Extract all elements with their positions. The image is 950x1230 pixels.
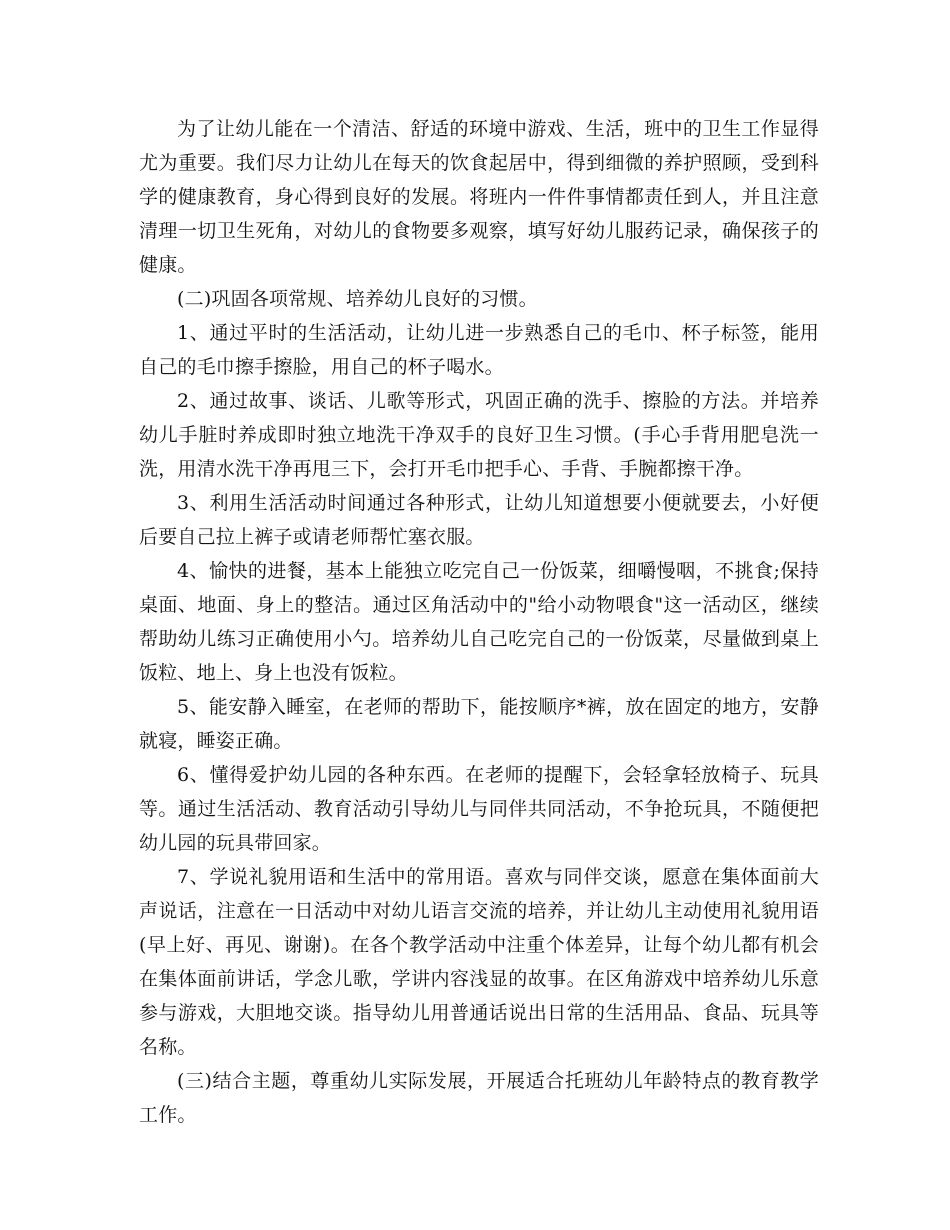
section-heading-teaching: (三)结合主题，尊重幼儿实际发展，开展适合托班幼儿年龄特点的教育教学工作。	[139, 1070, 819, 1126]
paragraph-item-7: 7、学说礼貌用语和生活中的常用语。喜欢与同伴交谈，愿意在集体面前大声说话，注意在一日活动中对幼儿语言交流的培养，并让幼儿主动使用礼貌用语(早上好、再见、谢谢)。在各个教学活动中注重个体差异，让每个幼儿都有机会在集体面前讲话，学念儿歌，学讲内容浅显的故事。在区角游戏中培养幼儿乐意参与游戏，大胆地交谈。指导幼儿用普通话说出日常的生活用品、食品、玩具等名称。	[139, 866, 819, 1058]
paragraph-item-6: 6、懂得爱护幼儿园的各种东西。在老师的提醒下，会轻拿轻放椅子、玩具等。通过生活活动、教育活动引导幼儿与同伴共同活动，不争抢玩具，不随便把幼儿园的玩具带回家。	[139, 764, 819, 854]
paragraph-item-2: 2、通过故事、谈话、儿歌等形式，巩固正确的洗手、擦脸的方法。并培养幼儿手脏时养成即时独立地洗干净双手的良好卫生习惯。(手心手背用肥皂洗一洗，用清水洗干净再甩三下，会打开毛巾把手心、手背、手腕都擦干净。	[139, 390, 819, 480]
paragraph-hygiene: 为了让幼儿能在一个清洁、舒适的环境中游戏、生活，班中的卫生工作显得尤为重要。我们尽力让幼儿在每天的饮食起居中，得到细微的养护照顾，受到科学的健康教育，身心得到良好的发展。将班内一件件事情都责任到人，并且注意清理一切卫生死角，对幼儿的食物要多观察，填写好幼儿服药记录，确保孩子的健康。	[139, 118, 819, 276]
paragraph-item-4: 4、愉快的进餐，基本上能独立吃完自己一份饭菜，细嚼慢咽，不挑食;保持桌面、地面、身上的整洁。通过区角活动中的"给小动物喂食"这一活动区，继续帮助幼儿练习正确使用小勺。培养幼儿自己吃完自己的一份饭菜，尽量做到桌上饭粒、地上、身上也没有饭粒。	[139, 560, 819, 684]
section-heading-routines: (二)巩固各项常规、培养幼儿良好的习惯。	[177, 288, 538, 310]
paragraph-item-1: 1、通过平时的生活活动，让幼儿进一步熟悉自己的毛巾、杯子标签，能用自己的毛巾擦手擦脸，用自己的杯子喝水。	[139, 322, 819, 378]
document-body	[139, 112, 819, 1132]
paragraph-item-5: 5、能安静入睡室，在老师的帮助下，能按顺序*裤，放在固定的地方，安静就寝，睡姿正确。	[139, 696, 819, 752]
paragraph-item-3: 3、利用生活活动时间通过各种形式，让幼儿知道想要小便就要去，小好便后要自己拉上裤子或请老师帮忙塞衣服。	[139, 492, 819, 548]
